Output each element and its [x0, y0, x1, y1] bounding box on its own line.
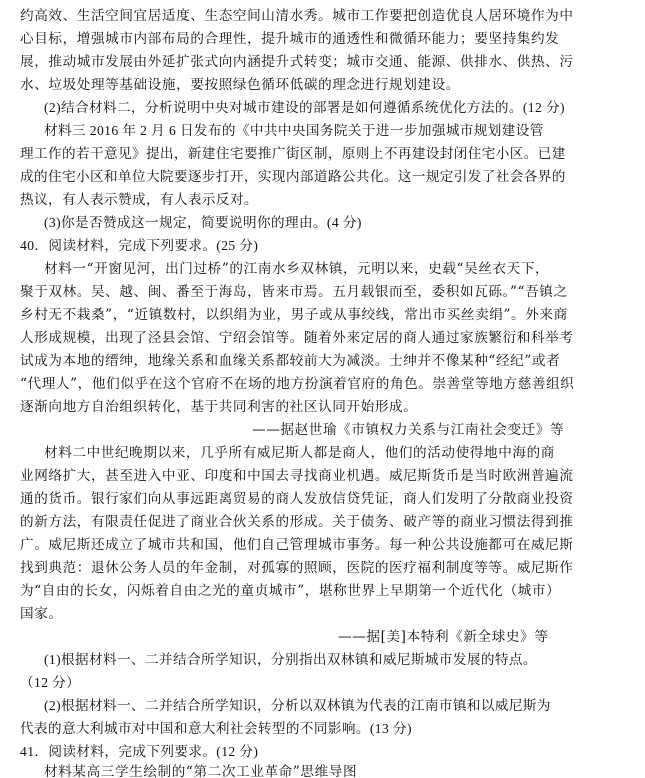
source-citation: ——据[美]本特利《新全球史》等 — [338, 629, 549, 645]
material-heading: 材料二中世纪晚期以来，几乎所有威尼斯人都是商人，他们的活动使得地中海的商 — [44, 445, 555, 461]
material-heading: 材料三 2016 年 2 月 6 日发布的《中共中央国务院关于进一步加强城市规划建设管 — [44, 123, 544, 138]
text-line: 国家。 — [20, 606, 63, 622]
question-text: (1)根据材料一、二并结合所学知识，分别指出双林镇和威尼斯城市发展的特点。 — [44, 652, 537, 667]
text-line: 理工作的若干意见》提出，新建住宅要推广街区制，原则上不再建设封闭住宅小区。已建 — [20, 146, 566, 161]
text-line: 心目标，增强城市内部布局的合理性，提升城市的通透性和微循环能力；要坚持集约发 — [20, 31, 560, 47]
question-title: 40．阅读材料，完成下列要求。(25 分) — [20, 238, 259, 253]
text-line: 通的货币。银行家们向从事远距离贸易的商人发放信贷凭证，商人们发明了分散商业投资 — [20, 491, 574, 507]
text-line: 聚于双林。吴、越、闽、番至于海岛，皆来市焉。五月载银而至，委积如瓦砾。”“吾镇之 — [20, 284, 568, 300]
text-line: 找到典范：退休公务人员的年金制，对孤寡的照顾，医院的医疗福利制度等等。威尼斯作 — [20, 560, 574, 576]
source-citation: ——据赵世瑜《市镇权力关系与江南社会变迁》等 — [252, 422, 565, 438]
question-text: (2)结合材料二，分析说明中央对城市建设的部署是如何遵循系统优化方法的。(12 分) — [44, 100, 565, 115]
question-text: 代表的意大利城市对中国和意大利社会转型的不同影响。(13 分) — [20, 721, 412, 736]
text-line: 乡村无不栽桑”，“近镇数村，以织绢为业，男子或从事绞线，常出市买丝卖绢”。外来商 — [20, 307, 568, 323]
text-line: 的新方法，有限责任促进了商业合伙关系的形成。关于债务、破产等的商业习惯法得到推 — [20, 514, 574, 530]
text-line: 试成为本地的缙绅，地缘关系和血缘关系都较前大为减淡。士绅并不像某种“经纪”或者 — [20, 353, 561, 369]
text-line: 水、垃圾处理等基础设施，要按照绿色循环低碳的理念进行规划建设。 — [20, 77, 461, 93]
text-line: “代理人”，他们似乎在这个官府不在场的地方扮演着官府的角色。崇善堂等地方慈善组织 — [20, 376, 575, 392]
text-line: 广。威尼斯还成立了城市共和国，他们自己管理城市事务。每一种公共设施都可在威尼斯 — [20, 537, 574, 553]
text-line: 业网络扩大，甚至进入中亚、印度和中国去寻找商业机遇。威尼斯货币是当时欧洲普遍流 — [20, 468, 574, 484]
question-text: (2)根据材料一、二并结合所学知识，分析以双林镇为代表的江南市镇和以威尼斯为 — [44, 698, 551, 713]
text-line: 展，推动城市发展由外延扩张式向内涵提升式转变；城市交通、能源、供排水、供热、污 — [20, 54, 574, 70]
text-line: 为“自由的长女，闪烁着自由之光的童贞城市”，堪称世界上早期第一个近代化（城市） — [20, 583, 561, 599]
question-text: (3)你是否赞成这一规定，简要说明你的理由。(4 分) — [44, 215, 362, 230]
material-heading: 材料一“开窗见河，出门过桥”的江南水乡双林镇，元明以来，史载“吴丝衣天下， — [44, 261, 550, 277]
text-line: 热议，有人表示赞成，有人表示反对。 — [20, 192, 258, 207]
question-title: 41．阅读材料，完成下列要求。(12 分) — [20, 744, 259, 759]
text-line: 逐渐向地方自治组织转化，基于共同利害的社区认同开始形成。 — [20, 399, 418, 415]
material-heading: 材料某高三学生绘制的“第二次工业革命”思维导图 — [44, 764, 358, 778]
text-line: 成的住宅小区和单位大院要逐步打开，实现内部道路公共化。这一规定引发了社会各界的 — [20, 169, 566, 184]
text-line: 约高效、生活空间宜居适度、生态空间山清水秀。城市工作要把创造优良人居环境作为中 — [20, 8, 574, 24]
question-text: （12 分） — [20, 675, 81, 690]
text-line: 人形成规模，出现了泾县会馆、宁绍会馆等。随着外来定居的商人通过家族繁衍和科举考 — [20, 330, 574, 346]
